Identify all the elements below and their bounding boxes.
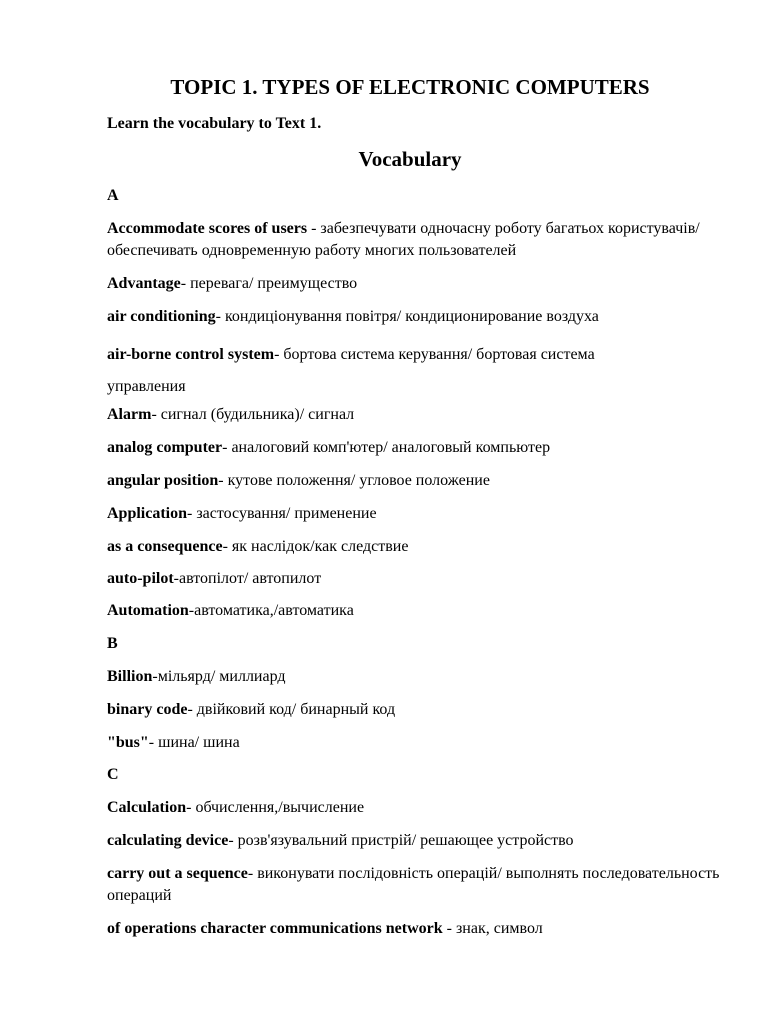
vocab-definition: - кутове положення/ угловое положение bbox=[218, 472, 490, 489]
vocab-definition: - застосування/ применение bbox=[187, 505, 377, 522]
vocab-definition: - як наслідок/как следствие bbox=[222, 538, 409, 555]
section-letter-a: A bbox=[107, 187, 119, 204]
vocab-entry bbox=[107, 918, 747, 940]
vocab-definition: - аналоговий комп'ютер/ аналоговый компьютер bbox=[222, 439, 551, 456]
vocab-term: air-borne control system bbox=[107, 346, 275, 363]
vocab-definition: -мільярд/ миллиард bbox=[152, 668, 286, 685]
vocab-term: of operations character communications network bbox=[107, 920, 443, 937]
vocab-entry bbox=[107, 830, 747, 852]
vocab-definition: - сигнал (будильника)/ сигнал bbox=[151, 406, 355, 423]
vocab-term: auto-pilot bbox=[107, 570, 174, 587]
vocab-definition: - виконувати послідовність операцій/ выполнять последовательность операций bbox=[107, 865, 720, 904]
page-title: TOPIC 1. TYPES OF ELECTRONIC COMPUTERS bbox=[170, 75, 650, 99]
vocab-entry bbox=[107, 666, 747, 688]
vocab-term: carry out a sequence bbox=[107, 865, 248, 882]
vocab-entry bbox=[107, 306, 747, 328]
vocab-entry bbox=[107, 339, 667, 403]
vocab-entry bbox=[107, 863, 747, 907]
vocab-term: angular position bbox=[107, 472, 219, 489]
vocab-entry bbox=[107, 797, 747, 819]
vocab-definition: - знак, символ bbox=[442, 920, 543, 937]
vocab-term: Alarm bbox=[107, 406, 152, 423]
vocab-definition: - забезпечувати одночасну роботу багатьох користувачів/ обеспечивать одновременную работу многих пользователей bbox=[107, 220, 700, 259]
vocab-term: air conditioning bbox=[107, 308, 216, 325]
vocab-term: binary code bbox=[107, 701, 188, 718]
vocab-entry bbox=[107, 732, 747, 754]
vocab-definition: - двійковий код/ бинарный код bbox=[187, 701, 396, 718]
vocab-term: as a consequence bbox=[107, 538, 223, 555]
vocab-term: Accommodate scores of users bbox=[107, 220, 308, 237]
vocab-definition: - перевага/ преимущество bbox=[180, 275, 358, 292]
vocab-definition: - шина/ шина bbox=[148, 734, 240, 751]
vocab-entry bbox=[107, 699, 747, 721]
vocab-term: Advantage bbox=[107, 275, 181, 292]
vocab-term: Calculation bbox=[107, 799, 187, 816]
vocab-definition: - обчислення,/вычисление bbox=[186, 799, 365, 816]
vocab-entry bbox=[107, 273, 747, 295]
section-letter-b: B bbox=[107, 635, 118, 652]
vocab-term: Automation bbox=[107, 602, 189, 619]
vocab-entry bbox=[107, 536, 747, 558]
vocab-definition: - розв'язувальний пристрій/ решающее устройство bbox=[228, 832, 574, 849]
section-letter-c: C bbox=[107, 766, 119, 783]
vocab-term: Application bbox=[107, 505, 188, 522]
vocab-term: calculating device bbox=[107, 832, 229, 849]
vocab-definition: -автоматика,/автоматика bbox=[188, 602, 354, 619]
vocab-definition: - бортова система керування/ бортовая система управления bbox=[107, 346, 595, 395]
vocab-entry bbox=[107, 437, 747, 459]
vocab-entry bbox=[107, 470, 747, 492]
vocabulary-heading: Vocabulary bbox=[358, 147, 462, 171]
vocab-term: analog computer bbox=[107, 439, 223, 456]
intro-instruction: Learn the vocabulary to Text 1. bbox=[107, 115, 322, 132]
vocab-entry bbox=[107, 600, 747, 622]
vocab-term: Billion bbox=[107, 668, 153, 685]
vocab-entry bbox=[107, 503, 747, 525]
vocab-entry bbox=[107, 218, 747, 262]
vocab-definition: -автопілот/ автопилот bbox=[173, 570, 322, 587]
vocab-definition: - кондиціонування повітря/ кондиционирование воздуха bbox=[215, 308, 599, 325]
vocab-term: "bus" bbox=[107, 734, 149, 751]
vocab-entry bbox=[107, 404, 747, 426]
vocab-entry bbox=[107, 568, 747, 590]
